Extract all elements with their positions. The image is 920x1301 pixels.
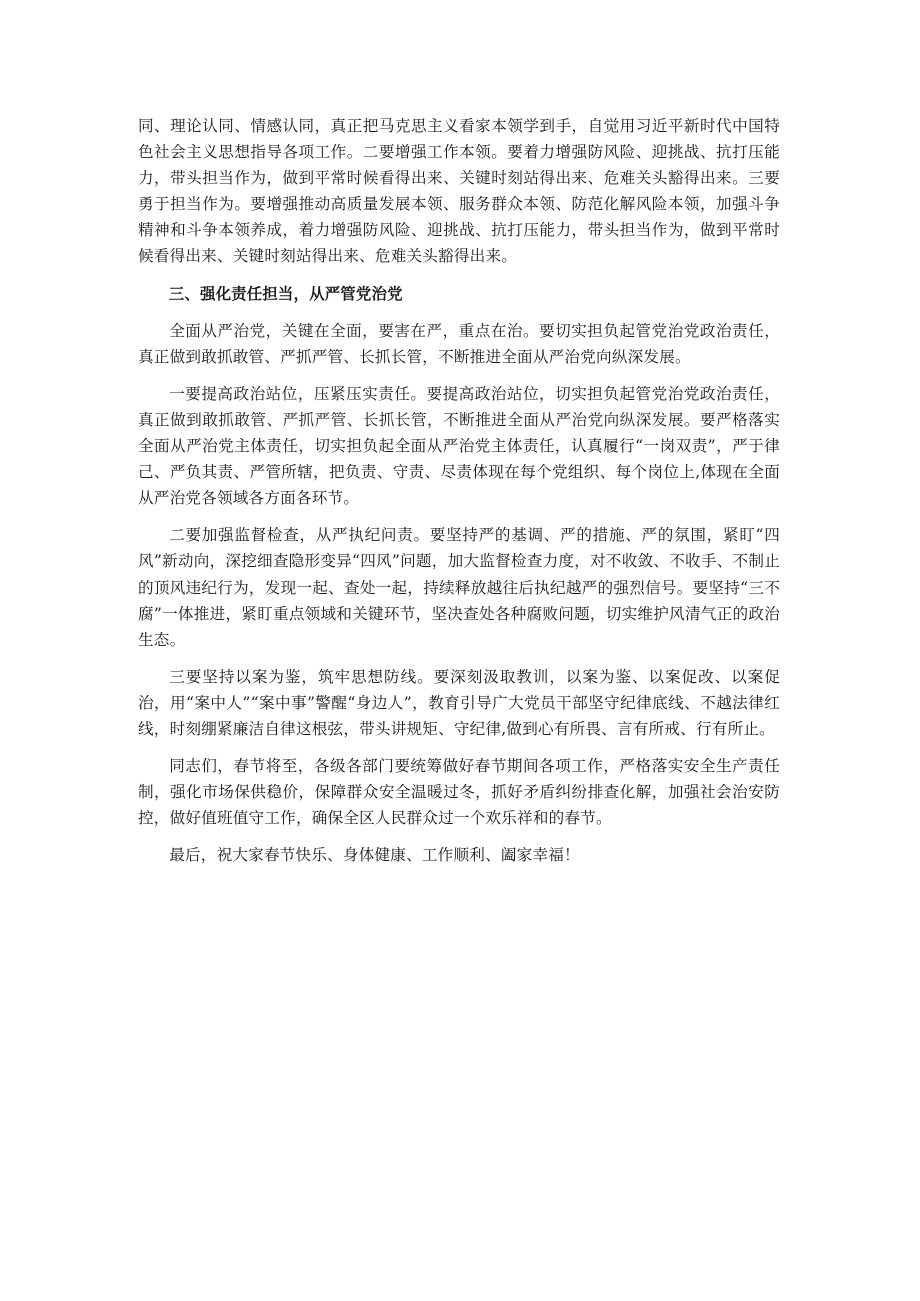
section-heading: 三、强化责任担当，从严管党治党 (168, 284, 403, 303)
body-paragraph-2: 一要提高政治站位，压紧压实责任。要提高政治站位，切实担负起管党治党政治责任，真正做到敢抓敢管、严抓严管、长抓长管，不断推进全面从严治党向纵深发展。要严格落实全面从严治党主体责任，切实担负起全面从严治党主体责任，认真履行“一岗双责”，严于律己、严负其责、严管所辖，把负责、守责、尽责体现在每个党组织、每个岗位上,体现在全面从严治党各领域各方面各环节。 (138, 384, 780, 508)
closing-paragraph: 最后，祝大家春节快乐、身体健康、工作顺利、阖家幸福！ (169, 846, 580, 865)
body-paragraph-1: 全面从严治党，关键在全面，要害在严，重点在治。要切实担负起管党治党政治责任，真正做到敢抓敢管、严抓严管、长抓长管，不断推进全面从严治党向纵深发展。 (138, 321, 780, 366)
body-paragraph-4: 三要坚持以案为鉴，筑牢思想防线。要深刻汲取教训，以案为鉴、以案促改、以案促治，用“案中人”“案中事”警醒“身边人”，教育引导广大党员干部坚守纪律底线、不越法律红线，时刻绷紧廉洁自律这根弦，带头讲规矩、守纪律,做到心有所畏、言有所戒、行有所止。 (138, 667, 780, 738)
body-paragraph-3: 二要加强监督检查，从严执纪问责。要坚持严的基调、严的措施、严的氛围，紧盯“四风”新动向，深挖细查隐形变异“四风”问题，加大监督检查力度，对不收敛、不收手、不制止的顶风违纪行为，发现一起、查处一起，持续释放越往后执纪越严的强烈信号。要坚持“三不腐”一体推进，紧盯重点领域和关键环节，坚决查处各种腐败问题，切实维护风清气正的政治生态。 (138, 526, 780, 649)
document-body (138, 113, 780, 879)
body-paragraph-5: 同志们，春节将至，各级各部门要统筹做好春节期间各项工作，严格落实安全生产责任制，强化市场保供稳价，保障群众安全温暖过冬，抓好矛盾纠纷排查化解，加强社会治安防控，做好值班值守工作，确保全区人民群众过一个欢乐祥和的春节。 (138, 757, 780, 828)
continuation-paragraph: 同、理论认同、情感认同，真正把马克思主义看家本领学到手，自觉用习近平新时代中国特色社会主义思想指导各项工作。二要增强工作本领。要着力增强防风险、迎挑战、抗打压能力，带头担当作为，做到平常时候看得出来、关键时刻站得出来、危难关头豁得出来。三要勇于担当作为。要增强推动高质量发展本领、服务群众本领、防范化解风险本领，加强斗争精神和斗争本领养成，着力增强防风险、迎挑战、抗打压能力，带头担当作为，做到平常时候看得出来、关键时刻站得出来、危难关头豁得出来。 (138, 117, 780, 266)
